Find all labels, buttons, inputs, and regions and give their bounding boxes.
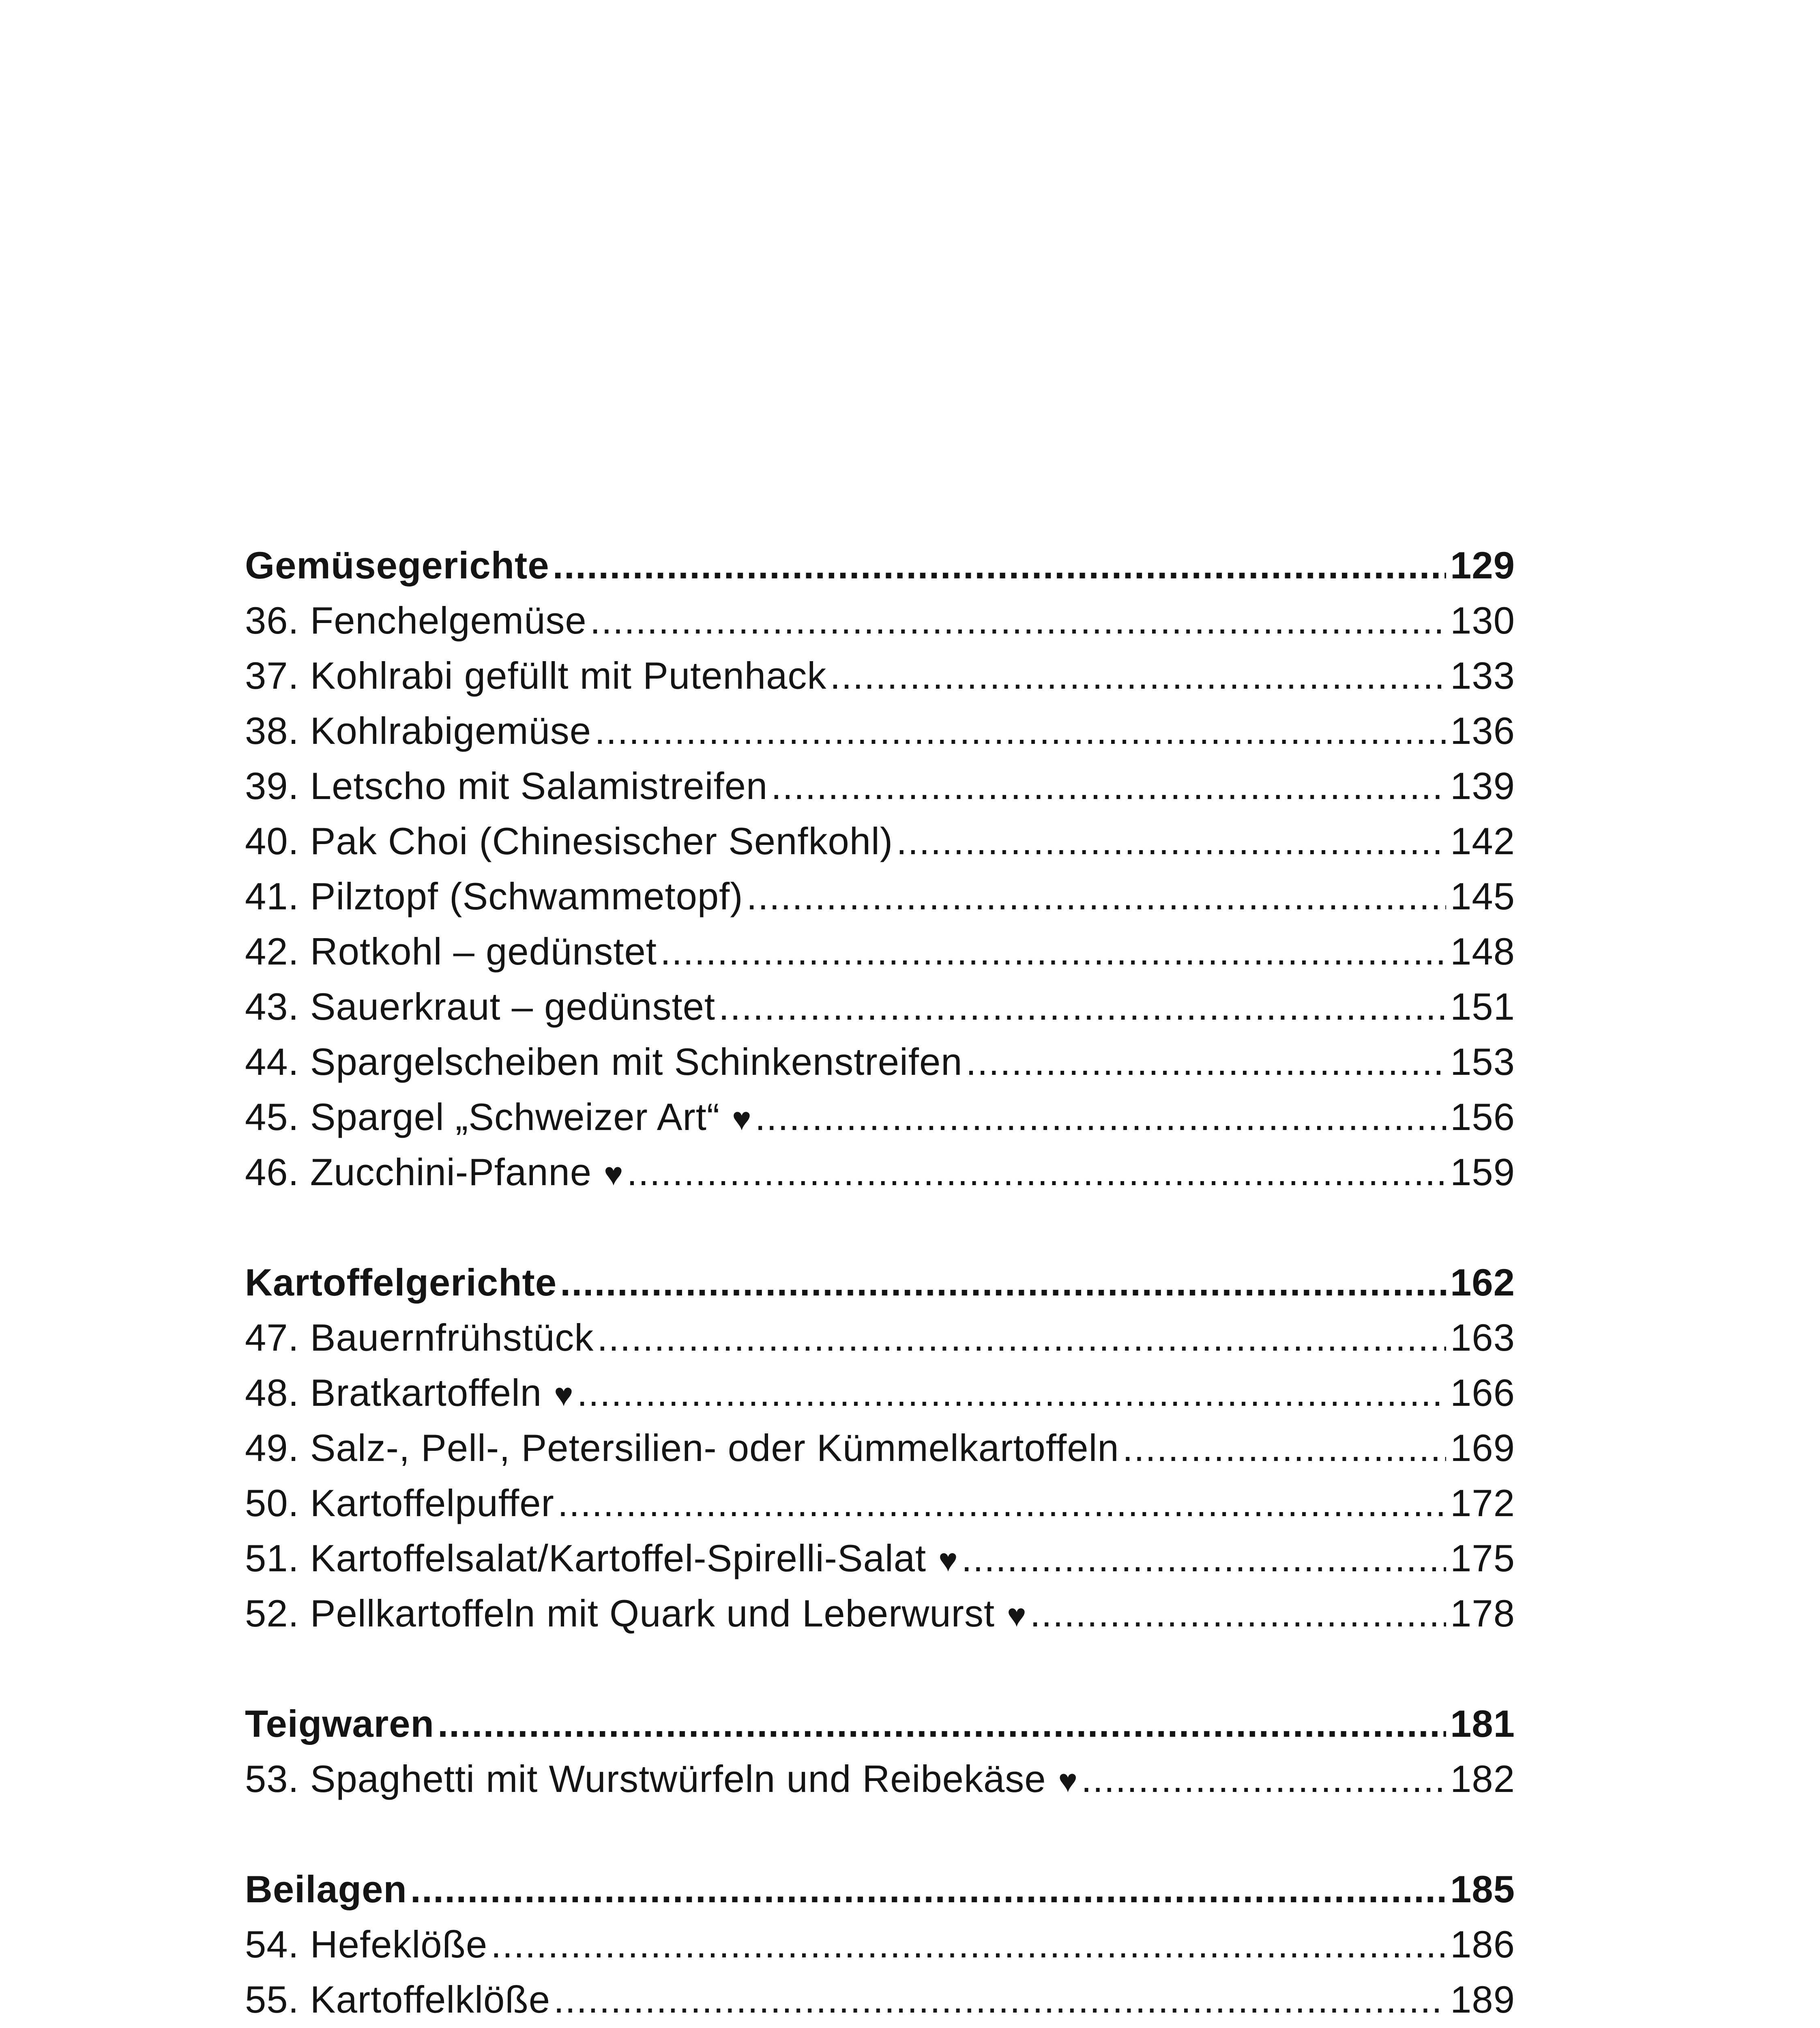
page-number: 139 (1450, 765, 1515, 807)
toc-entry[interactable] (245, 648, 1515, 703)
toc-entry[interactable] (245, 1089, 1515, 1145)
dot-leader (719, 979, 1446, 1034)
entry-title: 41. Pilztopf (Schwammetopf) (245, 875, 743, 917)
toc-section-heading[interactable] (245, 1696, 1515, 1751)
dot-leader (553, 538, 1447, 593)
dot-leader (595, 703, 1446, 758)
toc-entry[interactable] (245, 703, 1515, 758)
dot-leader (590, 593, 1447, 648)
section-title: Kartoffelgerichte (245, 1261, 557, 1304)
toc-entry[interactable] (245, 1972, 1515, 2027)
dot-leader (1122, 1420, 1446, 1476)
dot-leader (558, 1476, 1446, 1531)
toc-entry[interactable] (245, 1751, 1515, 1807)
dot-leader (560, 1255, 1446, 1310)
entry-title: 39. Letscho mit Salamistreifen (245, 765, 768, 807)
page-number: 181 (1450, 1702, 1515, 1745)
dot-leader (660, 924, 1446, 979)
toc-section-kartoffelgerichte (245, 1255, 1515, 1641)
toc-section-heading[interactable] (245, 1862, 1515, 1917)
dot-leader (491, 1917, 1446, 1972)
page-number: 136 (1450, 709, 1515, 752)
toc-section-heading[interactable] (245, 1255, 1515, 1310)
toc-section-gemuesegerichte (245, 538, 1515, 1200)
heart-icon: ♥ (554, 1377, 574, 1413)
heart-icon: ♥ (938, 1542, 958, 1578)
dot-leader (627, 1145, 1447, 1200)
toc-section-heading[interactable] (245, 538, 1515, 593)
dot-leader (410, 1862, 1446, 1917)
toc-entry[interactable] (245, 924, 1515, 979)
dot-leader (896, 814, 1446, 869)
entry-title: 46. Zucchini-Pfanne (245, 1151, 592, 1193)
entry-title: 42. Rotkohl – gedünstet (245, 930, 657, 973)
page-number: 186 (1450, 1923, 1515, 1966)
page-number: 185 (1450, 1868, 1515, 1910)
entry-title: 45. Spargel „Schweizer Art“ (245, 1096, 720, 1138)
entry-title: 47. Bauernfrühstück (245, 1316, 594, 1359)
entry-title: 55. Kartoffelklöße (245, 1978, 551, 2021)
page-number: 148 (1450, 930, 1515, 973)
entry-title: 52. Pellkartoffeln mit Quark und Leberwurst (245, 1592, 995, 1635)
toc-entry[interactable] (245, 1145, 1515, 1200)
page-number: 153 (1450, 1040, 1515, 1083)
section-title: Beilagen (245, 1868, 407, 1910)
toc-entry[interactable] (245, 869, 1515, 924)
toc-entry[interactable] (245, 1310, 1515, 1365)
entry-title: 44. Spargelscheiben mit Schinkenstreifen (245, 1040, 963, 1083)
page-number: 133 (1450, 654, 1515, 697)
dot-leader (438, 1696, 1446, 1751)
toc-entry[interactable] (245, 814, 1515, 869)
toc-entry[interactable] (245, 1365, 1515, 1420)
page-number: 162 (1450, 1261, 1515, 1304)
toc-entry[interactable] (245, 1034, 1515, 1089)
toc-section-teigwaren (245, 1696, 1515, 1807)
toc-section-beilagen (245, 1862, 1515, 2028)
entry-title: 54. Hefeklöße (245, 1923, 488, 1966)
page-number: 142 (1450, 820, 1515, 862)
toc-entry[interactable] (245, 758, 1515, 814)
entry-title: 37. Kohlrabi gefüllt mit Putenhack (245, 654, 827, 697)
page-number: 163 (1450, 1316, 1515, 1359)
toc-entry[interactable] (245, 1420, 1515, 1476)
dot-leader (771, 758, 1446, 814)
page-number: 151 (1450, 985, 1515, 1028)
toc-entry[interactable] (245, 1531, 1515, 1586)
toc-entry[interactable] (245, 593, 1515, 648)
entry-title: 38. Kohlrabigemüse (245, 709, 592, 752)
entry-title: 43. Sauerkraut – gedünstet (245, 985, 716, 1028)
dot-leader (1081, 1751, 1446, 1807)
dot-leader (966, 1034, 1447, 1089)
dot-leader (554, 1972, 1446, 2027)
page-number: 169 (1450, 1426, 1515, 1469)
heart-icon: ♥ (604, 1156, 624, 1192)
page-number: 189 (1450, 1978, 1515, 2021)
page-number: 178 (1450, 1592, 1515, 1635)
page-number: 166 (1450, 1371, 1515, 1414)
toc-entry[interactable] (245, 1917, 1515, 1972)
page-number: 182 (1450, 1757, 1515, 1800)
heart-icon: ♥ (732, 1101, 752, 1137)
entry-title: 51. Kartoffelsalat/Kartoffel-Spirelli-Salat (245, 1537, 927, 1579)
section-title: Teigwaren (245, 1702, 434, 1745)
toc-entry[interactable] (245, 1476, 1515, 1531)
toc-entry[interactable] (245, 979, 1515, 1034)
dot-leader (755, 1089, 1447, 1145)
dot-leader (830, 648, 1446, 703)
toc-entry[interactable] (245, 1586, 1515, 1641)
page-number: 175 (1450, 1537, 1515, 1579)
entry-title: 49. Salz-, Pell-, Petersilien- oder Kümmelkartoffeln (245, 1426, 1119, 1469)
heart-icon: ♥ (1058, 1763, 1078, 1799)
section-title: Gemüsegerichte (245, 544, 549, 586)
page-number: 130 (1450, 599, 1515, 642)
dot-leader (962, 1531, 1447, 1586)
entry-title: 50. Kartoffelpuffer (245, 1482, 554, 1524)
dot-leader (597, 1310, 1446, 1365)
page-number: 129 (1450, 544, 1515, 586)
entry-title: 40. Pak Choi (Chinesischer Senfkohl) (245, 820, 893, 862)
dot-leader (577, 1365, 1447, 1420)
entry-title: 48. Bratkartoffeln (245, 1371, 542, 1414)
page-number: 145 (1450, 875, 1515, 917)
entry-title: 36. Fenchelgemüse (245, 599, 587, 642)
page-number: 156 (1450, 1096, 1515, 1138)
page-number: 159 (1450, 1151, 1515, 1193)
dot-leader (747, 869, 1447, 924)
entry-title: 53. Spaghetti mit Wurstwürfeln und Reibekäse (245, 1757, 1046, 1800)
heart-icon: ♥ (1007, 1597, 1027, 1633)
dot-leader (1030, 1586, 1447, 1641)
page-number: 172 (1450, 1482, 1515, 1524)
table-of-contents (245, 538, 1515, 2028)
